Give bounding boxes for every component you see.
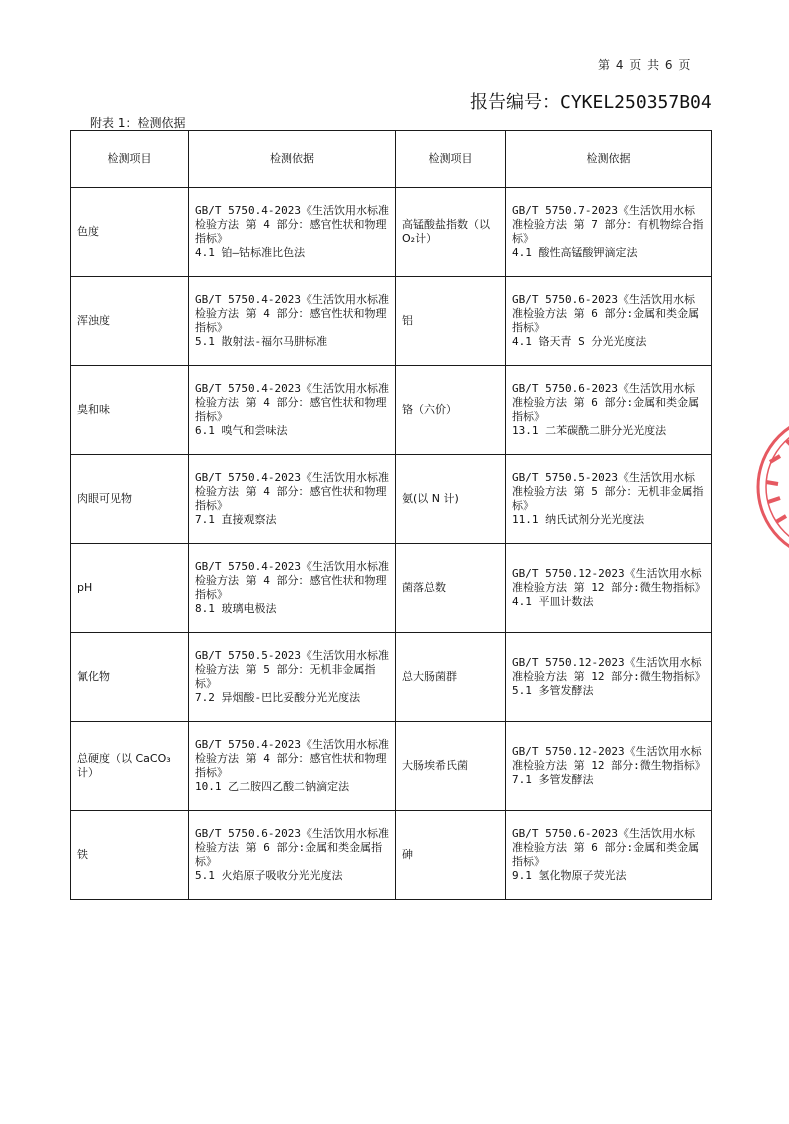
test-basis-cell bbox=[189, 633, 396, 722]
test-basis-cell bbox=[189, 722, 396, 811]
test-item-cell: 菌落总数 bbox=[396, 544, 506, 633]
test-item-cell: 总硬度（以 CaCO₃计） bbox=[71, 722, 189, 811]
table-caption: 附表 1：检测依据 bbox=[90, 116, 186, 130]
table-row bbox=[71, 455, 712, 544]
standard-reference: GB/T 5750.5-2023《生活饮用水标准检验方法 第 5 部分：无机非金属指标》 bbox=[195, 649, 389, 690]
test-method: 11.1 纳氏试剂分光光度法 bbox=[512, 513, 645, 526]
test-basis-table bbox=[70, 130, 712, 900]
test-method: 4.1 酸性高锰酸钾滴定法 bbox=[512, 246, 638, 259]
table-row bbox=[71, 544, 712, 633]
test-method: 13.1 二苯碳酰二肼分光光度法 bbox=[512, 424, 667, 437]
test-basis-cell bbox=[506, 455, 712, 544]
standard-reference: GB/T 5750.6-2023《生活饮用水标准检验方法 第 6 部分:金属和类金属指标》 bbox=[512, 293, 700, 334]
test-basis-cell bbox=[506, 544, 712, 633]
test-basis-cell bbox=[189, 277, 396, 366]
test-method: 4.1 平皿计数法 bbox=[512, 595, 594, 608]
standard-reference: GB/T 5750.4-2023《生活饮用水标准检验方法 第 4 部分：感官性状和物理指标》 bbox=[195, 293, 389, 334]
standard-reference: GB/T 5750.4-2023《生活饮用水标准检验方法 第 4 部分：感官性状和物理指标》 bbox=[195, 382, 389, 423]
test-method: 4.1 铂—钴标准比色法 bbox=[195, 246, 306, 259]
table-body bbox=[71, 188, 712, 900]
test-basis-cell bbox=[189, 366, 396, 455]
test-item-cell: 浑浊度 bbox=[71, 277, 189, 366]
test-item-cell: 臭和味 bbox=[71, 366, 189, 455]
page-number: 第 4 页 共 6 页 bbox=[598, 58, 692, 72]
test-item-cell: 铬（六价） bbox=[396, 366, 506, 455]
standard-reference: GB/T 5750.7-2023《生活饮用水标准检验方法 第 7 部分：有机物综合指标》 bbox=[512, 204, 704, 245]
table-row bbox=[71, 722, 712, 811]
table-row bbox=[71, 277, 712, 366]
test-item-cell: 肉眼可见物 bbox=[71, 455, 189, 544]
test-basis-cell bbox=[506, 277, 712, 366]
test-item-cell: 氰化物 bbox=[71, 633, 189, 722]
test-item-cell: 总大肠菌群 bbox=[396, 633, 506, 722]
test-item-cell: 色度 bbox=[71, 188, 189, 277]
test-item-cell: 铝 bbox=[396, 277, 506, 366]
standard-reference: GB/T 5750.6-2023《生活饮用水标准检验方法 第 6 部分:金属和类金属指标》 bbox=[512, 827, 700, 868]
test-item-cell: 高锰酸盐指数（以O₂计） bbox=[396, 188, 506, 277]
test-basis-cell bbox=[189, 544, 396, 633]
test-basis-cell bbox=[506, 722, 712, 811]
test-basis-cell bbox=[506, 633, 712, 722]
report-number: 报告编号：CYKEL250357B04 bbox=[470, 92, 712, 113]
test-method: 5.1 散射法-福尔马肼标准 bbox=[195, 335, 328, 348]
test-method: 7.2 异烟酸-巴比妥酸分光光度法 bbox=[195, 691, 361, 704]
column-header: 检测项目 bbox=[71, 131, 189, 188]
standard-reference: GB/T 5750.4-2023《生活饮用水标准检验方法 第 4 部分：感官性状和物理指标》 bbox=[195, 738, 389, 779]
test-method: 7.1 直接观察法 bbox=[195, 513, 277, 526]
test-method: 8.1 玻璃电极法 bbox=[195, 602, 277, 615]
column-header: 检测依据 bbox=[189, 131, 396, 188]
test-item-cell: 大肠埃希氏菌 bbox=[396, 722, 506, 811]
test-basis-cell bbox=[506, 811, 712, 900]
test-item-cell: 砷 bbox=[396, 811, 506, 900]
test-basis-cell bbox=[189, 811, 396, 900]
test-item-cell: pH bbox=[71, 544, 189, 633]
table-row bbox=[71, 188, 712, 277]
standard-reference: GB/T 5750.4-2023《生活饮用水标准检验方法 第 4 部分：感官性状和物理指标》 bbox=[195, 560, 389, 601]
table-row bbox=[71, 811, 712, 900]
standard-reference: GB/T 5750.12-2023《生活饮用水标准检验方法 第 12 部分:微生物指标》 bbox=[512, 656, 706, 683]
test-basis-cell bbox=[506, 366, 712, 455]
table-row bbox=[71, 366, 712, 455]
column-header: 检测项目 bbox=[396, 131, 506, 188]
table-row bbox=[71, 633, 712, 722]
test-basis-cell bbox=[189, 188, 396, 277]
test-method: 9.1 氢化物原子荧光法 bbox=[512, 869, 627, 882]
test-basis-cell bbox=[506, 188, 712, 277]
table-header-row bbox=[71, 131, 712, 188]
column-header: 检测依据 bbox=[506, 131, 712, 188]
test-method: 5.1 多管发酵法 bbox=[512, 684, 594, 697]
test-method: 10.1 乙二胺四乙酸二钠滴定法 bbox=[195, 780, 350, 793]
standard-reference: GB/T 5750.12-2023《生活饮用水标准检验方法 第 12 部分:微生物指标》 bbox=[512, 745, 706, 772]
standard-reference: GB/T 5750.4-2023《生活饮用水标准检验方法 第 4 部分：感官性状和物理指标》 bbox=[195, 471, 389, 512]
test-item-cell: 铁 bbox=[71, 811, 189, 900]
standard-reference: GB/T 5750.12-2023《生活饮用水标准检验方法 第 12 部分:微生物指标》 bbox=[512, 567, 706, 594]
test-method: 4.1 铬天青 S 分光光度法 bbox=[512, 335, 647, 348]
test-method: 5.1 火焰原子吸收分光光度法 bbox=[195, 869, 343, 882]
test-method: 6.1 嗅气和尝味法 bbox=[195, 424, 288, 437]
standard-reference: GB/T 5750.6-2023《生活饮用水标准检验方法 第 6 部分:金属和类金属指标》 bbox=[195, 827, 389, 868]
test-item-cell: 氨(以 N 计) bbox=[396, 455, 506, 544]
standard-reference: GB/T 5750.6-2023《生活饮用水标准检验方法 第 6 部分:金属和类金属指标》 bbox=[512, 382, 700, 423]
seal-stamp-icon bbox=[750, 402, 789, 572]
test-basis-cell bbox=[189, 455, 396, 544]
standard-reference: GB/T 5750.5-2023《生活饮用水标准检验方法 第 5 部分：无机非金属指标》 bbox=[512, 471, 704, 512]
test-method: 7.1 多管发酵法 bbox=[512, 773, 594, 786]
standard-reference: GB/T 5750.4-2023《生活饮用水标准检验方法 第 4 部分：感官性状和物理指标》 bbox=[195, 204, 389, 245]
